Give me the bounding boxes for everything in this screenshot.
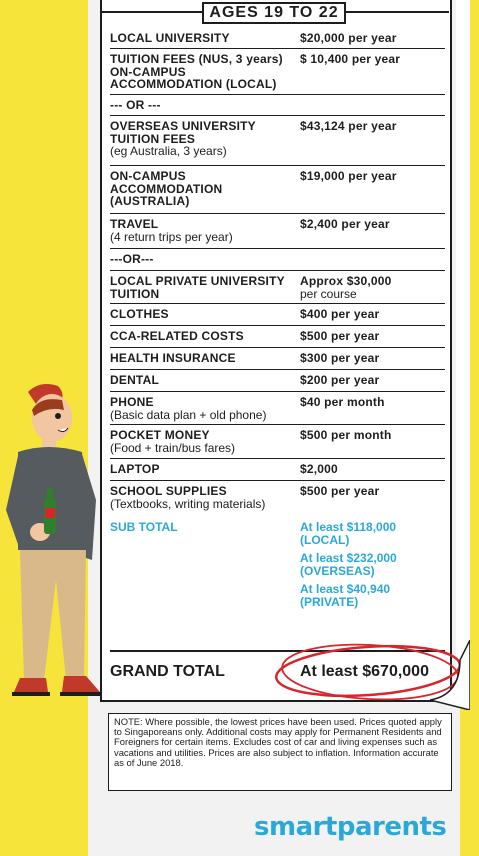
subtotal-local: At least $118,000 (LOCAL)	[300, 520, 397, 547]
row-label: TUITION FEES (NUS, 3 years) ON-CAMPUS ACCOMMODATION (LOCAL)	[110, 52, 283, 91]
row-value: $300 per year	[300, 351, 380, 365]
table-row	[110, 425, 445, 459]
disclaimer-note: NOTE: Where possible, the lowest prices have been used. Prices quoted apply to Singaporeans only. Additional costs may apply for Permanent Residents and Foreigners for certain items. Excludes cost of car and living expenses such as vacations and utilities. Prices are also subject to inflation. Information accurate as of June 2018.	[108, 713, 452, 791]
row-label: ---OR---	[110, 252, 154, 266]
row-value: $400 per year	[300, 307, 380, 321]
table-row	[110, 249, 445, 271]
row-label	[110, 120, 300, 162]
row-label	[110, 429, 300, 455]
table-row	[110, 481, 445, 517]
row-value-sub: per course	[300, 286, 357, 301]
row-label-sub: (4 return trips per year)	[110, 229, 233, 244]
grand-total-label: GRAND TOTAL	[110, 663, 225, 680]
row-value	[300, 275, 445, 300]
row-label: LOCAL PRIVATE UNIVERSITY TUITION	[110, 274, 285, 301]
cost-table	[110, 28, 445, 617]
grand-total-value: At least $670,000	[300, 663, 429, 680]
row-label: CCA-RELATED COSTS	[110, 329, 244, 343]
row-value: $500 per year	[300, 484, 380, 498]
row-label: DENTAL	[110, 373, 159, 387]
row-label-main: SCHOOL SUPPLIES	[110, 484, 227, 498]
row-value	[300, 99, 445, 112]
subtotal-values	[300, 521, 445, 614]
row-label-main: POCKET MONEY	[110, 428, 210, 442]
student-character-icon	[0, 380, 110, 710]
table-row	[110, 271, 445, 304]
row-label-main: OVERSEAS UNIVERSITY TUITION FEES	[110, 119, 256, 146]
brand-logo: smartparents	[254, 812, 447, 842]
paper-curl-icon	[430, 640, 470, 710]
row-label-sub: (Food + train/bus fares)	[110, 440, 236, 455]
row-value: $500 per month	[300, 428, 392, 442]
table-row	[110, 459, 445, 481]
subtotal-overseas: At least $232,000 (OVERSEAS)	[300, 551, 397, 578]
row-value-main: Approx $30,000	[300, 274, 392, 288]
row-value: $200 per year	[300, 373, 380, 387]
table-row	[110, 166, 445, 214]
row-label-main: TRAVEL	[110, 217, 159, 231]
table-row	[110, 304, 445, 326]
row-label	[110, 485, 300, 514]
table-row	[110, 348, 445, 370]
table-row	[110, 49, 445, 95]
table-row	[110, 116, 445, 166]
row-value: $ 10,400 per year	[300, 52, 401, 66]
subtotal-label: SUB TOTAL	[110, 520, 178, 534]
table-row	[110, 214, 445, 249]
table-row	[110, 28, 445, 49]
row-label: LAPTOP	[110, 462, 160, 476]
row-value: $43,124 per year	[300, 119, 397, 133]
row-value: $500 per year	[300, 329, 380, 343]
row-value: $2,400 per year	[300, 217, 390, 231]
row-label: LOCAL UNIVERSITY	[110, 31, 230, 45]
row-label-sub: (eg Australia, 3 years)	[110, 144, 227, 158]
row-label: CLOTHES	[110, 307, 169, 321]
table-row	[110, 392, 445, 425]
row-label	[110, 396, 300, 421]
subtotal-row	[110, 517, 445, 617]
section-title: AGES 19 TO 22	[202, 2, 346, 24]
row-value: $40 per month	[300, 395, 385, 409]
table-row	[110, 370, 445, 392]
row-label-main: PHONE	[110, 395, 154, 409]
table-row	[110, 326, 445, 348]
row-label: --- OR ---	[110, 98, 161, 112]
row-value: $2,000	[300, 462, 338, 476]
table-row	[110, 95, 445, 116]
row-value	[300, 253, 445, 267]
row-label: HEALTH INSURANCE	[110, 351, 236, 365]
row-value: $20,000 per year	[300, 31, 397, 45]
row-label: ON-CAMPUS ACCOMMODATION (AUSTRALIA)	[110, 169, 223, 208]
paper-edge	[456, 0, 470, 700]
row-label-sub: (Basic data plan + old phone)	[110, 407, 267, 422]
subtotal-private: At least $40,940 (PRIVATE)	[300, 582, 391, 609]
row-value: $19,000 per year	[300, 169, 397, 183]
row-label-sub: (Textbooks, writing materials)	[110, 496, 266, 511]
row-label	[110, 218, 300, 245]
